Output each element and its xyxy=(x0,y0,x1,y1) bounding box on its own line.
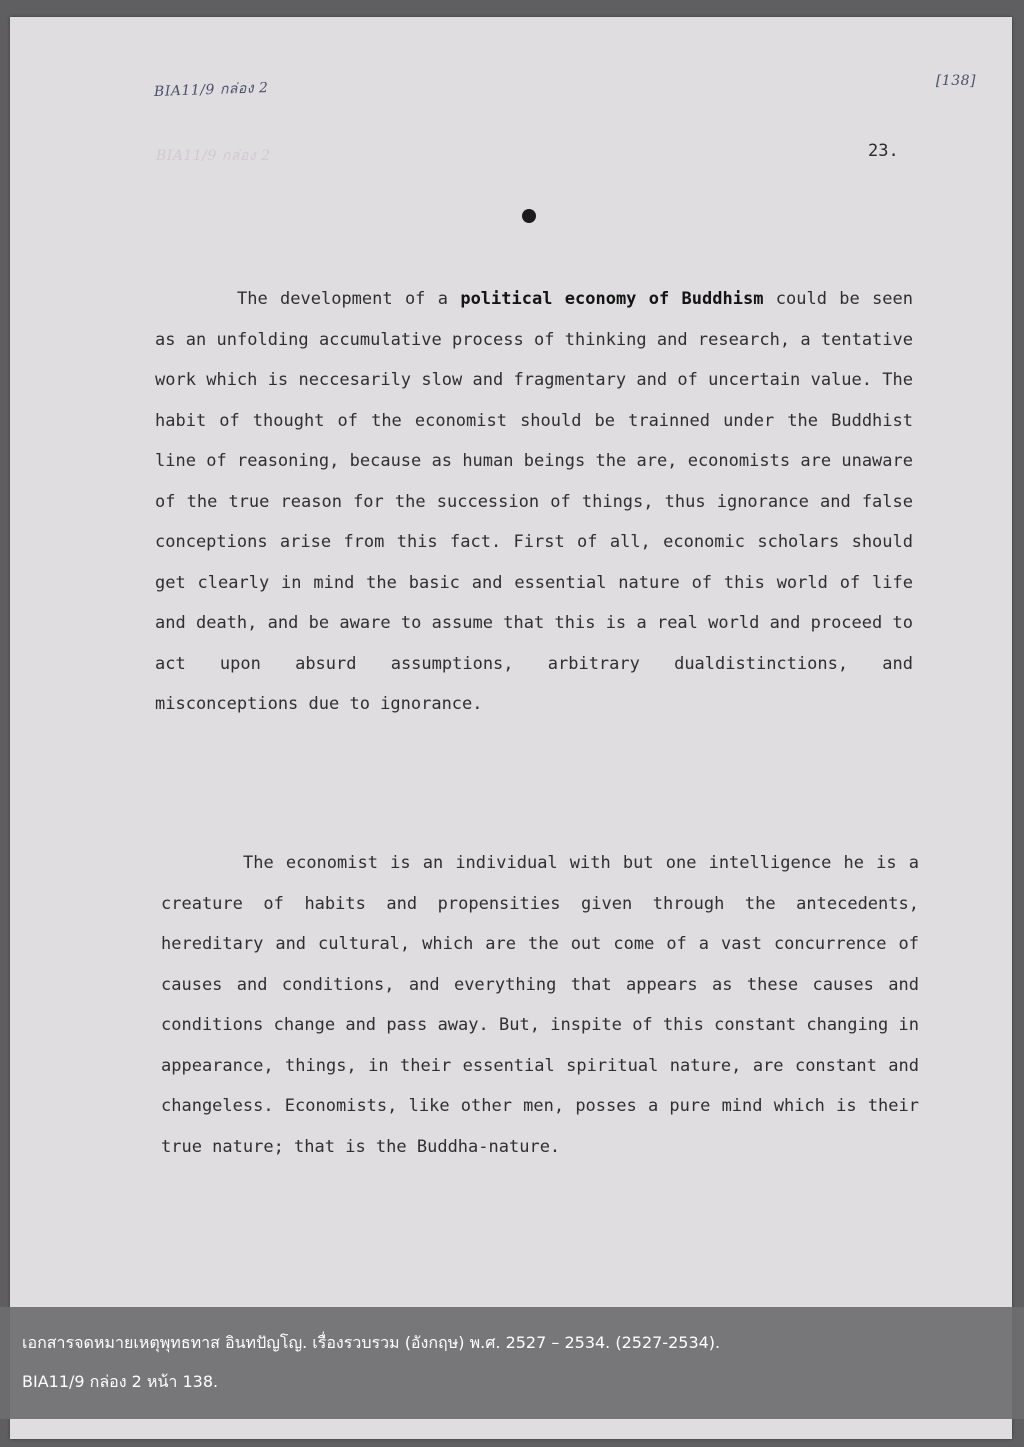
paragraph-2-text: The economist is an individual with but one intelligence he is a creature of habits and propensities given through the antecedents, hereditary and cultural, which are the out come of a vast concurrence of causes and conditions, and everything that appears as these causes and conditions change and pass away. But, inspite of this constant changing in appearance, things, in their essential spiritual nature, are constant and changeless. Economists, like other men, posses a pure mind which is their true nature; that is the Buddha-nature. xyxy=(161,853,919,1157)
document-page xyxy=(10,17,1012,1439)
caption-overlay xyxy=(0,1307,1024,1419)
punch-dot xyxy=(522,209,536,223)
paragraph-1-bold-phrase: political economy of Buddhism xyxy=(460,289,764,309)
caption-reference: BIA11/9 กล่อง 2 หน้า 138. xyxy=(22,1372,219,1391)
folio-number-handwritten: [138] xyxy=(935,73,976,89)
page-number: 23. xyxy=(868,141,899,161)
paragraph-1 xyxy=(155,279,913,725)
paragraph-1-rest: could be seen as an unfolding accumulative process of thinking and research, a tentative work which is neccesarily slow and fragmentary and of uncertain value. The habit of thought of the economist should be trainned under the Buddhist line of reasoning, because as human beings the are, economists are unaware of the true reason for the succession of things, thus ignorance and false conceptions arise from this fact. First of all, economic scholars should get clearly in mind the basic and essential nature of this world of life and death, and be aware to assume that this is a real world and proceed to act upon absurd assumptions, arbitrary dualdistinctions, and misconceptions due to ignorance. xyxy=(155,289,914,714)
archive-reference-handwritten: BIA11/9 กล่อง 2 xyxy=(153,80,269,100)
caption-title: เอกสารจดหมายเหตุพุทธทาส อินทปัญโญ. เรื่องรวบรวม (อังกฤษ) พ.ศ. 2527 – 2534. (2527-2534). xyxy=(22,1333,721,1352)
paragraph-1-start: The development of a xyxy=(237,289,461,309)
archive-reference-faded: BIA11/9 กล่อง 2 xyxy=(156,148,271,164)
paragraph-2 xyxy=(161,843,919,1167)
